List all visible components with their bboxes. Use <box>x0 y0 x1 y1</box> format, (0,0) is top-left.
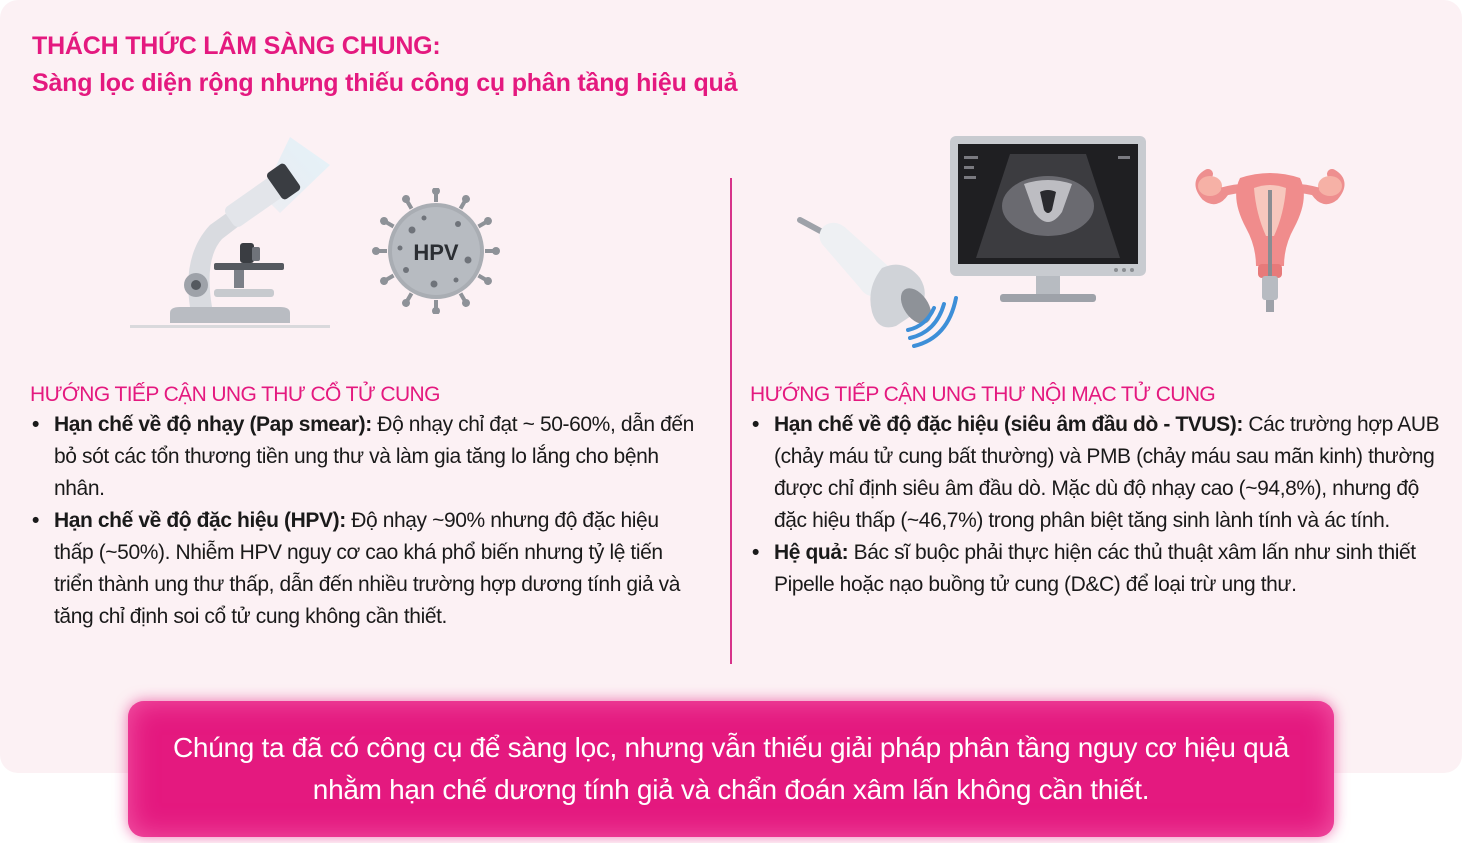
hpv-virus-icon <box>372 188 500 314</box>
bullet-list <box>750 409 1440 601</box>
cervical-cancer-section <box>30 383 700 633</box>
page-subtitle: Sàng lọc diện rộng nhưng thiếu công cụ phân tầng hiệu quả <box>32 69 738 97</box>
section-heading: HƯỚNG TIẾP CẬN UNG THƯ NỘI MẠC TỬ CUNG <box>750 383 1216 406</box>
ultrasound-probe-icon <box>796 208 966 348</box>
uterus-icon <box>1184 150 1356 314</box>
hpv-label: HPV <box>413 240 459 265</box>
page-title: THÁCH THỨC LÂM SÀNG CHUNG: <box>32 32 441 60</box>
callout-text: Chúng ta đã có công cụ để sàng lọc, nhưng vẫn thiếu giải pháp phân tầng nguy cơ hiệu quả nhằm hạn chế dương tính giả và chẩn đoán xâm lấn không cần thiết. <box>173 732 1289 805</box>
list-item: • Hạn chế về độ đặc hiệu (siêu âm đầu dò - TVUS): Các trường hợp AUB (chảy máu tử cung bất thường) và PMB (chảy máu sau mãn kinh) thường được chỉ định siêu âm đầu dò. Mặc dù độ nhạy cao (~94,8%), nhưng độ đặc hiệu thấp (~46,7%) trong phân biệt tăng sinh lành tính và ác tính. <box>750 409 1440 537</box>
column-divider <box>730 178 732 664</box>
list-item: • Hạn chế về độ đặc hiệu (HPV): Độ nhạy ~90% nhưng độ đặc hiệu thấp (~50%). Nhiễm HPV nguy cơ cao khá phổ biến nhưng tỷ lệ tiến triển thành ung thư thấp, dẫn đến nhiều trường hợp dương tính giả và tăng chỉ định soi cổ tử cung không cần thiết. <box>30 505 700 633</box>
bullet-list <box>30 409 700 633</box>
microscope-icon <box>130 135 330 335</box>
list-item: • Hạn chế về độ nhạy (Pap smear): Độ nhạy chỉ đạt ~ 50-60%, dẫn đến bỏ sót các tổn thương tiền ung thư và làm gia tăng lo lắng cho bệnh nhân. <box>30 409 700 505</box>
ultrasound-monitor-icon <box>950 136 1146 306</box>
endometrial-cancer-section <box>750 383 1440 601</box>
list-item: • Hệ quả: Bác sĩ buộc phải thực hiện các thủ thuật xâm lấn như sinh thiết Pipelle hoặc nạo buồng tử cung (D&C) để loại trừ ung thư. <box>750 537 1440 601</box>
summary-callout <box>128 701 1334 837</box>
section-heading: HƯỚNG TIẾP CẬN UNG THƯ CỔ TỬ CUNG <box>30 383 440 406</box>
